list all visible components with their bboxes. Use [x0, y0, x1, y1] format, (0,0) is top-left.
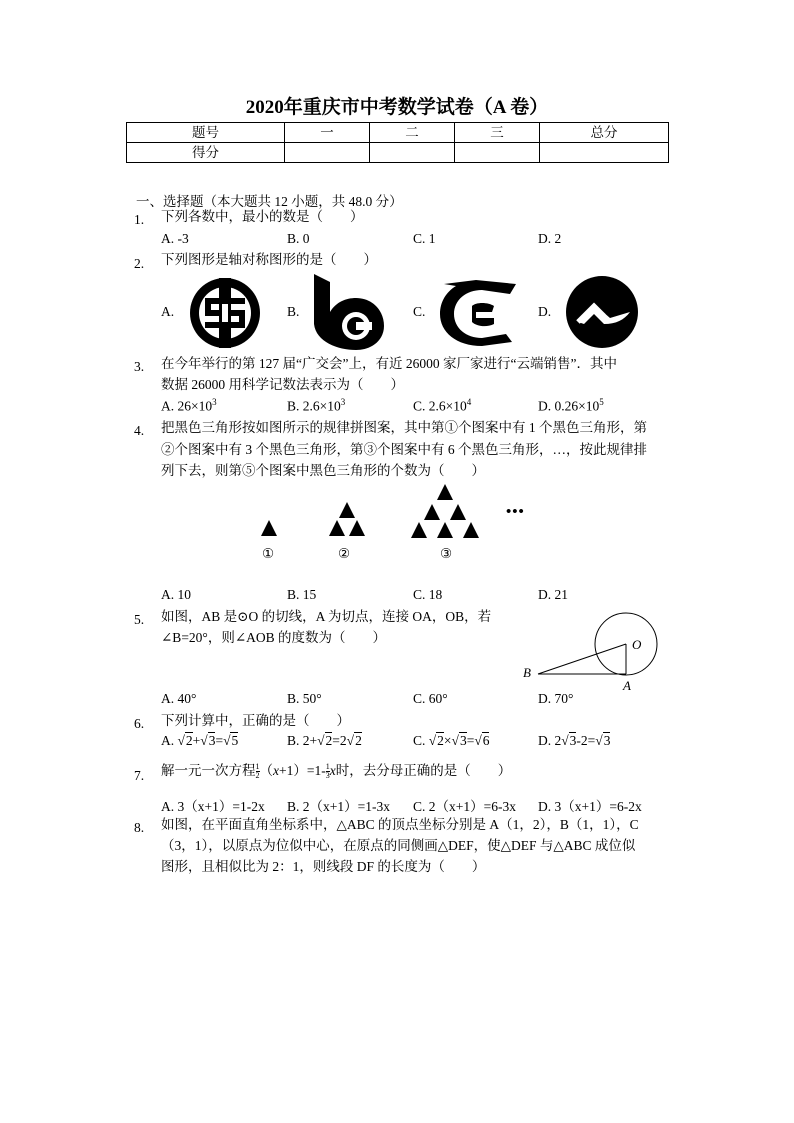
question-5-line1: 如图，AB 是⊙O 的切线，A 为切点，连接 OA，OB，若	[161, 609, 492, 624]
section-heading: 一、选择题（本大题共 12 小题，共 48.0 分）	[136, 194, 403, 209]
q6-option-b: B. 2+√2=2√2	[287, 733, 362, 748]
question-8-line3: 图形，且相似比为 2：1，则线段 DF 的长度为（ ）	[161, 859, 486, 874]
question-3-line2: 数据 26000 用科学记数法表示为（ ）	[161, 377, 404, 392]
question-5-line2: ∠B=20°，则∠AOB 的度数为（ ）	[161, 630, 387, 645]
question-4-line2: ②个图案中有 3 个黑色三角形，第③个图案中有 6 个黑色三角形，…，按此规律排	[161, 442, 647, 457]
question-number: 3.	[134, 359, 145, 374]
question-number: 5.	[134, 612, 145, 627]
q2-option-d: D.	[538, 304, 552, 319]
score-cell	[455, 143, 540, 163]
q4-option-a: A. 10	[161, 587, 191, 602]
question-8-line1: 如图，在平面直角坐标系中，△ABC 的顶点坐标分别是 A（1，2），B（1，1），C	[161, 817, 639, 832]
q4-option-c: C. 18	[413, 587, 443, 602]
q5-option-c: C. 60°	[413, 691, 448, 706]
q3-option-c: C. $2.6\times 10^4$	[413, 397, 472, 414]
pattern-label-3: ③	[440, 546, 453, 561]
q5-option-d: D. 70°	[538, 691, 574, 706]
triangle-icon	[424, 504, 440, 520]
question-6-text: 下列计算中，正确的是（ ）	[161, 713, 350, 728]
header-cell-total: 总分	[540, 123, 669, 143]
tangent-circle-figure	[530, 608, 665, 693]
triangle-icon	[437, 522, 453, 538]
label-point-a: A	[623, 678, 631, 693]
q2-option-c: C.	[413, 304, 426, 319]
q1-option-c: C. 1	[413, 231, 436, 246]
exam-title: 2020年重庆市中考数学试卷（A 卷）	[245, 97, 549, 118]
q3-option-d: D. $0.26\times 10^5$	[538, 397, 604, 414]
triangle-icon	[329, 520, 345, 536]
pattern-label-1: ①	[262, 546, 275, 561]
q2-option-b: B.	[287, 304, 300, 319]
question-number: 1.	[134, 212, 145, 227]
triangle-pattern-figure	[255, 478, 545, 544]
q4-option-d: D. 21	[538, 587, 568, 602]
question-number: 2.	[134, 256, 145, 271]
q6-option-d: D. 2√3-2=√3	[538, 733, 611, 748]
ellipsis-dots: •••	[506, 504, 525, 520]
q1-option-b: B. 0	[287, 231, 310, 246]
score-cell	[370, 143, 455, 163]
q1-option-d: D. 2	[538, 231, 562, 246]
triangle-icon	[411, 522, 427, 538]
triangle-icon	[339, 502, 355, 518]
score-table	[126, 122, 669, 163]
score-table-score-row	[127, 143, 669, 163]
question-2-text: 下列图形是轴对称图形的是（ ）	[161, 252, 377, 267]
header-cell-part3: 三	[455, 123, 540, 143]
question-number: 4.	[134, 423, 145, 438]
triangle-icon	[261, 520, 277, 536]
label-point-b: B	[523, 665, 531, 680]
q6-option-c: C. √2×√3=√6	[413, 733, 490, 748]
question-number: 8.	[134, 820, 145, 835]
header-cell-part1: 一	[285, 123, 370, 143]
q3-option-b: B. $2.6\times 10^3$	[287, 397, 346, 414]
question-number: 7.	[134, 768, 145, 783]
score-table-header-row	[127, 123, 669, 143]
triangle-icon	[349, 520, 365, 536]
score-cell	[540, 143, 669, 163]
q3-option-a: A. $26\times 10^3$	[161, 397, 217, 414]
question-number: 6.	[134, 716, 145, 731]
q1-option-a: A. -3	[161, 231, 189, 246]
question-8-line2: （3，1），以原点为位似中心，在原点的同侧画△DEF，使△DEF 与△ABC 成位似	[161, 838, 636, 853]
bank-b-logo-icon	[310, 272, 385, 352]
question-3-line1: 在今年举行的第 127 届“广交会”上，有近 26000 家厂家进行“云端销售”．其中	[161, 356, 617, 371]
question-7-text: 解一元一次方程 $\frac{1}{2}$ （x+1）=1- $\frac{1}{3}$ x时，去分母正确的是（ ）	[161, 762, 512, 781]
circle-peak-logo-icon	[564, 274, 640, 350]
score-cell	[285, 143, 370, 163]
triangle-icon	[437, 484, 453, 500]
bank-c-logo-icon	[436, 276, 518, 348]
q5-option-b: B. 50°	[287, 691, 322, 706]
q5-option-a: A. 40°	[161, 691, 197, 706]
q7-option-a: A. 3（x+1）=1-2x	[161, 799, 265, 814]
triangle-icon	[450, 504, 466, 520]
q4-option-b: B. 15	[287, 587, 317, 602]
header-cell-part2: 二	[370, 123, 455, 143]
icbc-logo-icon	[187, 275, 263, 351]
q7-option-b: B. 2（x+1）=1-3x	[287, 799, 390, 814]
label-point-o: O	[632, 637, 642, 652]
q2-option-a: A.	[161, 304, 175, 319]
q6-option-a: A. √2+√3=√5	[161, 733, 239, 748]
question-4-line3: 列下去，则第⑤个图案中黑色三角形的个数为（ ）	[161, 463, 485, 478]
triangle-icon	[463, 522, 479, 538]
q7-option-d: D. 3（x+1）=6-2x	[538, 799, 642, 814]
row-label-score: 得分	[127, 143, 285, 163]
header-cell-question: 题号	[127, 123, 285, 143]
pattern-label-2: ②	[338, 546, 351, 561]
question-4-line1: 把黑色三角形按如图所示的规律拼图案，其中第①个图案中有 1 个黑色三角形，第	[161, 420, 647, 435]
q7-option-c: C. 2（x+1）=6-3x	[413, 799, 516, 814]
question-1-text: 下列各数中，最小的数是（ ）	[161, 209, 364, 224]
